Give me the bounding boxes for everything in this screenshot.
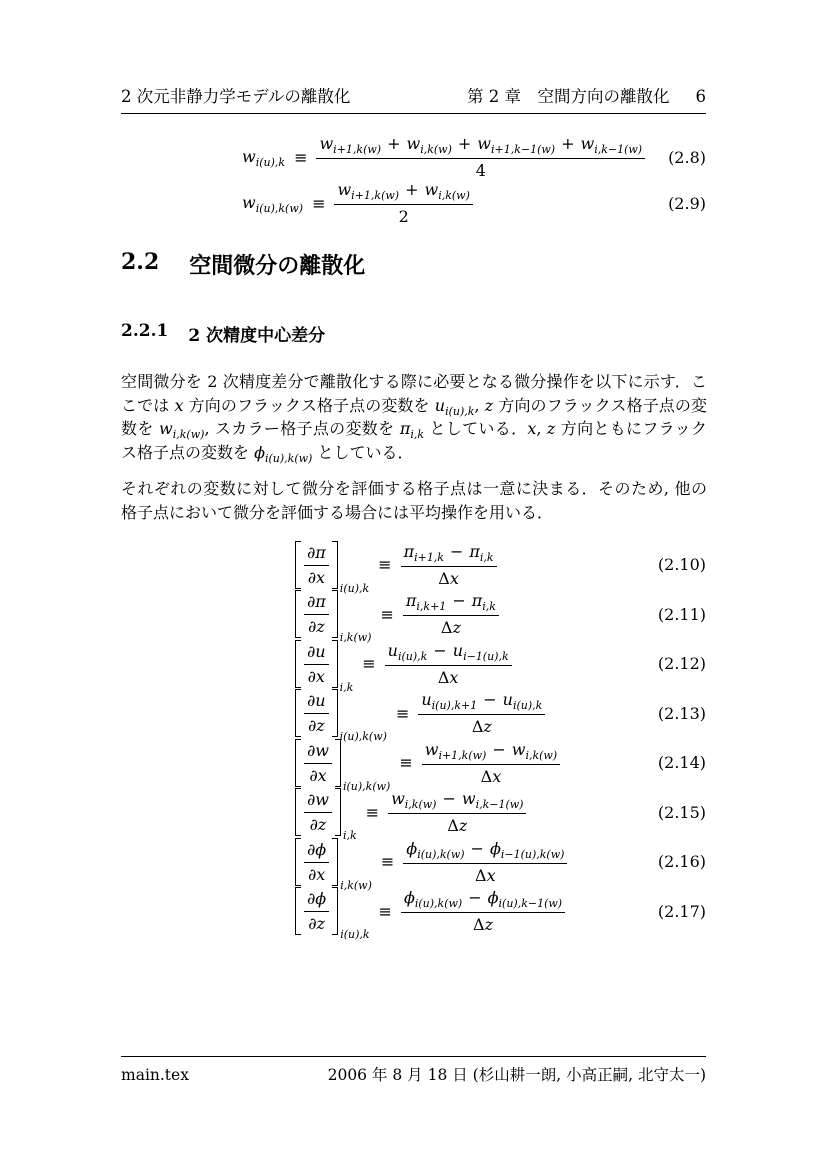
equation-number: (2.11) bbox=[657, 604, 706, 624]
subsection-title: 2 次精度中心差分 bbox=[188, 326, 326, 346]
subsection-heading bbox=[121, 321, 325, 346]
paragraph-intro: 空間微分を 2 次精度差分で離散化する際に必要となる微分操作を以下に示す．ここでは x 方向のフラックス格子点の変数を $u_{i(u),k}$, z 方向のフラックス格子点の変数を $w_{i,k(w)}$, スカラー格子点の変数を $\pi_{i,k}$ としている．x, z 方向ともにフラックス格子点の変数を $\phi_{i(u),k(w)}$ としている． bbox=[121, 372, 707, 465]
equation-number: (2.16) bbox=[657, 852, 706, 872]
equation-block-main bbox=[121, 540, 706, 942]
equation-2.10: $\frac{\partial\pi}{\partial x}$ i(u),k ≡ $\frac{\pi_{i+1,k} - \pi_{i,k}}{\Delta x}$ (2.10) bbox=[121, 540, 706, 590]
header-chapter-title: 第 2 章 空間方向の離散化 bbox=[467, 87, 670, 106]
header-chapter bbox=[467, 83, 706, 107]
section-title: 空間微分の離散化 bbox=[189, 253, 366, 279]
header bbox=[121, 83, 706, 114]
equation-2.12: $\frac{\partial u}{\partial x}$ i,k ≡ $\frac{u_{i(u),k} - u_{i-1(u),k}}{\Delta x}$ (2.12) bbox=[121, 639, 706, 689]
equation-2.9: $w_{i(u),k(w)}$ ≡ $\frac{w_{i+1,k(w)} + w_{i,k(w)}}{2}$ (2.9) bbox=[242, 180, 706, 227]
equation-number: (2.9) bbox=[668, 193, 706, 213]
equation-number: (2.8) bbox=[668, 147, 706, 167]
equation-2.11: $\frac{\partial\pi}{\partial z}$ i,k(w) ≡ $\frac{\pi_{i,k+1} - \pi_{i,k}}{\Delta z}$ (2.11) bbox=[121, 590, 706, 640]
paragraph-averaging: それぞれの変数に対して微分を評価する格子点は一意に決まる．そのため, 他の格子点において微分を評価する場合には平均操作を用いる． bbox=[121, 479, 707, 522]
equation-number: (2.13) bbox=[657, 703, 706, 723]
footer bbox=[121, 1056, 706, 1085]
equation-2.8: $w_{i(u),k}$ ≡ $\frac{w_{i+1,k(w)} + w_{i,k(w)} + w_{i+1,k-1(w)} + w_{i,k-1(w)}}{4}$ (2.8) bbox=[242, 134, 706, 181]
equation-number: (2.17) bbox=[657, 901, 706, 921]
equation-number: (2.12) bbox=[657, 654, 706, 674]
equation-number: (2.14) bbox=[657, 753, 706, 773]
equation-2.17: $\frac{\partial\phi}{\partial z}$ i(u),k ≡ $\frac{\phi_{i(u),k(w)} - \phi_{i(u),k-1(w)}}{\Delta z}$ (2.17) bbox=[121, 887, 706, 937]
section-number: 2.2 bbox=[121, 249, 160, 275]
section-heading bbox=[121, 249, 365, 280]
equation-block-top bbox=[121, 134, 706, 226]
equation-number: (2.10) bbox=[657, 555, 706, 575]
page-number: 6 bbox=[695, 87, 706, 106]
equation-2.16: $\frac{\partial\phi}{\partial x}$ i,k(w) ≡ $\frac{\phi_{i(u),k(w)} - \phi_{i-1(u),k(w)}}{\Delta x}$ (2.16) bbox=[121, 837, 706, 887]
equation-2.14: $\frac{\partial w}{\partial x}$ i(u),k(w) ≡ $\frac{w_{i+1,k(w)} - w_{i,k(w)}}{\Delta x}$ (2.14) bbox=[121, 738, 706, 788]
equation-2.13: $\frac{\partial u}{\partial z}$ i(u),k(w) ≡ $\frac{u_{i(u),k+1} - u_{i(u),k}}{\Delta z}$ (2.13) bbox=[121, 689, 706, 739]
footer-date-authors: 2006 年 8 月 18 日 (杉山耕一朗, 小高正嗣, 北守太一) bbox=[327, 1066, 706, 1084]
equation-2.15: $\frac{\partial w}{\partial z}$ i,k ≡ $\frac{w_{i,k(w)} - w_{i,k-1(w)}}{\Delta z}$ (2.15) bbox=[121, 788, 706, 838]
header-running-title: 2 次元非静力学モデルの離散化 bbox=[121, 87, 351, 106]
equation-number: (2.15) bbox=[657, 802, 706, 822]
footer-filename: main.tex bbox=[121, 1066, 189, 1084]
subsection-number: 2.2.1 bbox=[121, 321, 169, 341]
